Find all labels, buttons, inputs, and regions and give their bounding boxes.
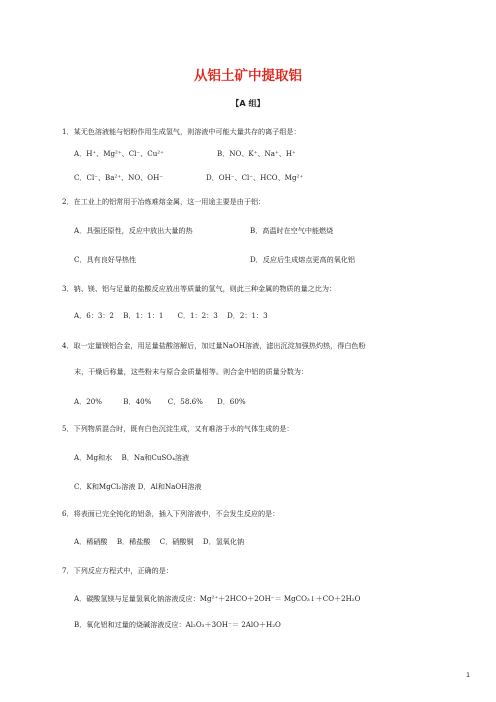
question-4-options: A．20% B．40% C．58.6% D．60%: [74, 397, 246, 406]
question-6-options: A．稀硝酸 B．稀盐酸 C．硝酸铜 D．氢氧化钠: [74, 537, 245, 546]
question-3-options: A．6：3：2 B．1：1：1 C．1：2：3 D．2：1：3: [74, 311, 268, 320]
question-6-stem: 6．将表面已完全钝化的铝条，插入下列溶液中，不会发生反应的是：: [62, 509, 280, 518]
group-heading: 【A 组】: [231, 98, 265, 108]
question-7-option-b: B．氧化铝和过量的烧碱溶液反应：Al₂O₃＋3OH⁻＝ 2AlO＋H₂O: [74, 620, 281, 629]
question-3-stem: 3．钠、镁、铝与足量的盐酸反应放出等质量的氢气，则此三种金属的物质的量之比为：: [62, 284, 337, 293]
question-7-option-a: A．碳酸氢镁与足量氢氧化钠溶液反应：Mg²⁺＋2HCO＋2OH⁻＝ MgCO₃↓＋CO＋2H₂O: [74, 594, 361, 603]
page-title: 从铝土矿中提取铝: [194, 68, 302, 84]
question-1-option-c: C．Cl⁻、Ba²⁺、NO、OH⁻: [74, 173, 164, 182]
question-5-options-ab: A．Mg和水 B．Na和CuSO₄溶液: [74, 453, 190, 462]
question-2-option-c: C．具有良好导热性: [74, 255, 137, 264]
question-1-option-d: D．OH⁻、Cl⁻、HCO、Mg²⁺: [206, 173, 304, 182]
question-4-stem-continued: 末，干燥后称量，这些粉末与原合金质量相等。则合金中铝的质量分数为：: [74, 367, 309, 376]
question-2-option-b: B．高温时在空气中能燃烧: [250, 226, 334, 235]
question-5-stem: 5．下列物质混合时，既有白色沉淀生成，又有难溶于水的气体生成的是：: [62, 424, 294, 433]
question-1-option-b: B．NO、K⁺、Na⁺、H⁺: [217, 149, 296, 158]
question-7-stem: 7．下列反应方程式中，正确的是：: [62, 566, 173, 575]
question-2-option-d: D．反应后生成熔点更高的氧化铝: [250, 255, 355, 264]
question-2-stem: 2．在工业上的铝常用于冶炼难熔金属，这一用途主要是由于铝：: [62, 197, 266, 206]
question-5-options-cd: C．K和MgCl₂溶液 D．Al和NaOH溶液: [74, 482, 202, 491]
question-2-option-a: A．具强还原性，反应中放出大量的热: [74, 226, 193, 235]
question-1-stem: 1．某无色溶液能与铝粉作用生成氢气，则溶液中可能大量共存的离子组是：: [62, 127, 301, 136]
question-1-option-a: A．H⁺、Mg²⁺、Cl⁻、Cu²⁺: [74, 149, 164, 158]
question-4-stem: 4．取一定量镁铝合金，用足量盐酸溶解后，加过量NaOH溶液，滤出沉淀加强热灼热，得白色粉: [62, 341, 366, 350]
page-number: 1: [466, 671, 471, 679]
